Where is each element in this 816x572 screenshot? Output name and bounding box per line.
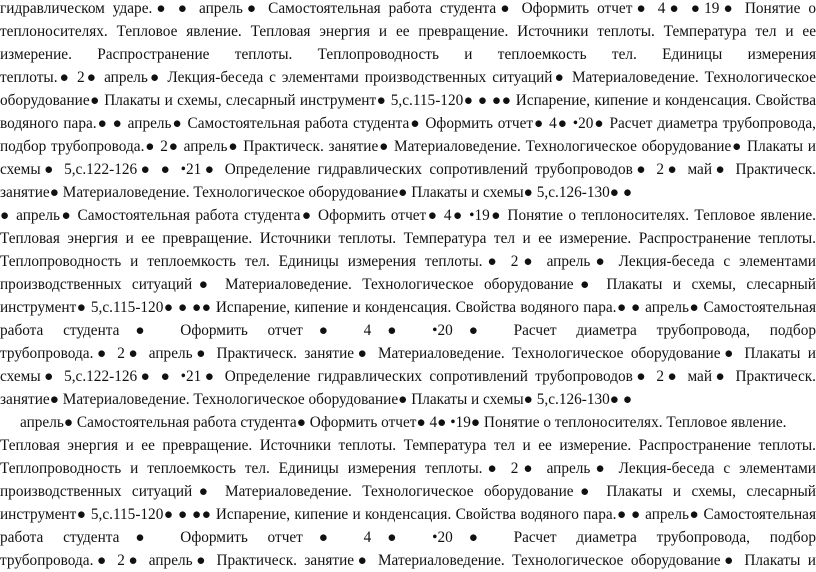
text-line: работа студента● Оформить отчет● 4● •20● Расчет диаметра трубопровода, подбор [0, 322, 816, 339]
text-line: работа студента● Оформить отчет● 4● •20● Расчет диаметра трубопровода, подбор [0, 529, 816, 546]
text-line: гидравлическом ударе.● ● апрель● Самостоятельная работа студента● Оформить отчет● 4● ●19● Понятие о [0, 0, 816, 17]
text-line: схемы● 5,с.122-126● ● •21● Определение гидравлических сопротивлений трубопроводов● 2● май● Практическ. [0, 161, 816, 178]
text-line: трубопровода.● 2● апрель● Практическ. занятие● Материаловедение. Технологическое оборудование● Плакаты и [0, 345, 816, 362]
text-line: Теплопроводность и теплоемкость тел. Единицы измерения теплоты.● 2● апрель● Лекция-беседа с элементами [0, 460, 816, 477]
text-line: инструмент● 5,с.115-120● ● ●● Испарение, кипение и конденсация. Свойства водяного пара.● ● апрель● Самостоятельная [0, 299, 816, 316]
text-line: занятие● Материаловедение. Технологическое оборудование● Плакаты и схемы● 5,с.126-130● ● [0, 391, 633, 408]
text-line: подбор трубопровода.● 2● апрель● Практическ. занятие● Материаловедение. Технологическое оборудование● Плакаты и [0, 138, 816, 155]
text-line: Теплопроводность и теплоемкость тел. Единицы измерения теплоты.● 2● апрель● Лекция-беседа с элементами [0, 253, 816, 270]
text-line: схемы● 5,с.122-126● ● •21● Определение гидравлических сопротивлений трубопроводов● 2● май● Практическ. [0, 368, 816, 385]
text-line: трубопровода.● 2● апрель● Практическ. занятие● Материаловедение. Технологическое оборудование● Плакаты и [0, 552, 816, 569]
text-line: ● апрель● Самостоятельная работа студента● Оформить отчет● 4● •19● Понятие о теплоносителях. Тепловое явление. [0, 207, 816, 224]
text-line: занятие● Материаловедение. Технологическое оборудование● Плакаты и схемы● 5,с.126-130● ● [0, 184, 633, 201]
text-line: измерение. Распространение теплоты. Теплопроводность и теплоемкость тел. Единицы измерения [0, 46, 816, 63]
text-line: Тепловая энергия и ее превращение. Источники теплоты. Температура тел и ее измерение. Распространение теплоты. [0, 230, 816, 247]
text-line: водяного пара.● ● апрель● Самостоятельная работа студента● Оформить отчет● 4● •20● Расчет диаметра трубопровода, [0, 115, 816, 132]
text-line: оборудование● Плакаты и схемы, слесарный инструмент● 5,с.115-120● ● ●● Испарение, кипение и конденсация. Свойства [0, 92, 816, 109]
text-line: производственных ситуаций● Материаловедение. Технологическое оборудование● Плакаты и схемы, слесарный [0, 483, 816, 500]
text-line: инструмент● 5,с.115-120● ● ●● Испарение, кипение и конденсация. Свойства водяного пара.● ● апрель● Самостоятельная [0, 506, 816, 523]
text-line: производственных ситуаций● Материаловедение. Технологическое оборудование● Плакаты и схемы, слесарный [0, 276, 816, 293]
text-line: Тепловая энергия и ее превращение. Источники теплоты. Температура тел и ее измерение. Распространение теплоты. [0, 437, 816, 454]
text-line: апрель● Самостоятельная работа студента● Оформить отчет● 4● •19● Понятие о теплоносителях. Тепловое явление. [20, 414, 787, 431]
text-line: теплоносителях. Тепловое явление. Тепловая энергия и ее превращение. Источники теплоты. Температура тел и ее [0, 23, 816, 40]
text-line: теплоты.● 2● апрель● Лекция-беседа с элементами производственных ситуаций● Материаловедение. Технологическое [0, 69, 816, 86]
